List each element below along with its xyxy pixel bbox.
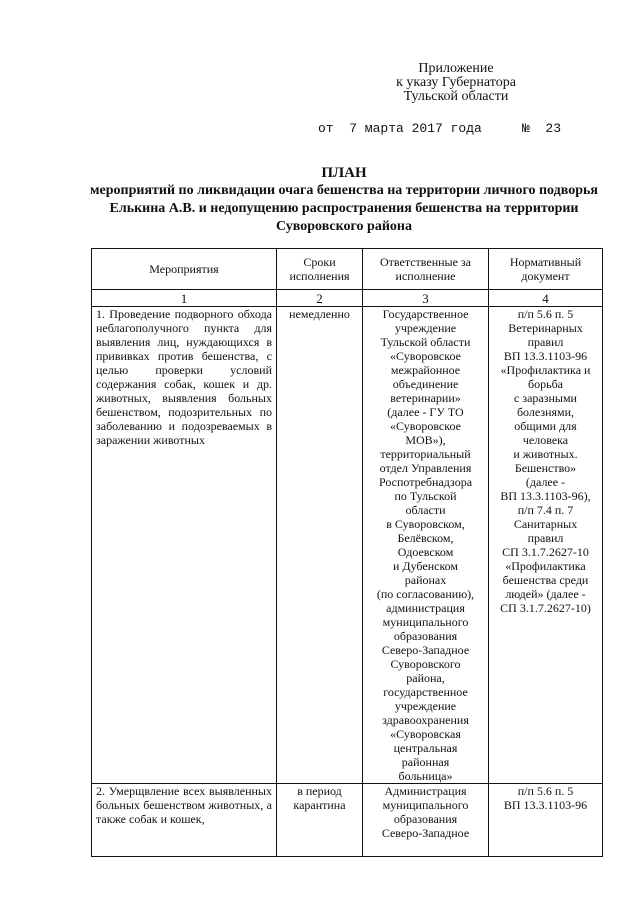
measure-cell: 1. Проведение подворного обхода неблагополучного пункта для выявления лиц, нуждающихся в прививках против бешенства, с целью проверки условий содержания собак, кошек и др. животных, выявления больных бешенством, подозрительных по заболеванию и подозреваемых в заражении животных [92, 307, 277, 784]
table-header-row [92, 249, 603, 290]
column-number: 1 [92, 290, 277, 307]
appendix-block [384, 62, 528, 104]
responsible-cell: Администрация муниципального образования Северо-Западное [363, 784, 489, 857]
document-title [80, 164, 608, 236]
document-cell: п/п 5.6 п. 5 Ветеринарных правил ВП 13.3.1103-96 «Профилактика и борьба с заразными болезнями, общими для человека и животных. Бешенство» (далее - ВП 13.3.1103-96), п/п 7.4 п. 7 Санитарных правил СП 3.1.7.2627-10 «Профилактика бешенства среди людей» (далее - СП 3.1.7.2627-10) [489, 307, 603, 784]
term-cell: в период карантина [277, 784, 363, 857]
order-number: № 23 [522, 121, 562, 136]
measure-cell: 2. Умерщвление всех выявленных больных бешенством животных, а также собак и кошек, [92, 784, 277, 857]
column-number: 2 [277, 290, 363, 307]
column-number-row [92, 290, 603, 307]
column-header-responsible: Ответственные за исполнение [363, 249, 489, 290]
appendix-line: Тульской области [403, 89, 509, 104]
document-cell: п/п 5.6 п. 5 ВП 13.3.1103-96 [489, 784, 603, 857]
column-header-terms: Сроки исполнения [277, 249, 363, 290]
plan-table [91, 248, 603, 857]
column-header-measures: Мероприятия [92, 249, 277, 290]
table-row [92, 784, 603, 857]
term-cell: немедленно [277, 307, 363, 784]
title-subtitle: мероприятий по ликвидации очага бешенства на территории личного подворья Елькина А.В. и недопущению распространения бешенства на территории Суворовского района [90, 183, 598, 234]
order-date: от 7 марта 2017 года [318, 121, 482, 136]
column-number: 3 [363, 290, 489, 307]
title-heading: ПЛАН [321, 165, 367, 181]
responsible-cell: Государственное учреждение Тульской области «Суворовское межрайонное объединение ветеринарии» (далее - ГУ ТО «Суворовское МОВ»), территориальный отдел Управления Роспотребнадзора по Тульской области в Суворовском, Белёвском, Одоевском и Дубенском районах (по согласованию), администрация муниципального образования Северо-Западное Суворовского района, государственное учреждение здравоохранения «Суворовская центральная районная больница» [363, 307, 489, 784]
column-header-document: Нормативный документ [489, 249, 603, 290]
appendix-line: Приложение [418, 61, 494, 76]
table-row [92, 307, 603, 784]
column-number: 4 [489, 290, 603, 307]
appendix-line: к указу Губернатора [396, 75, 516, 90]
